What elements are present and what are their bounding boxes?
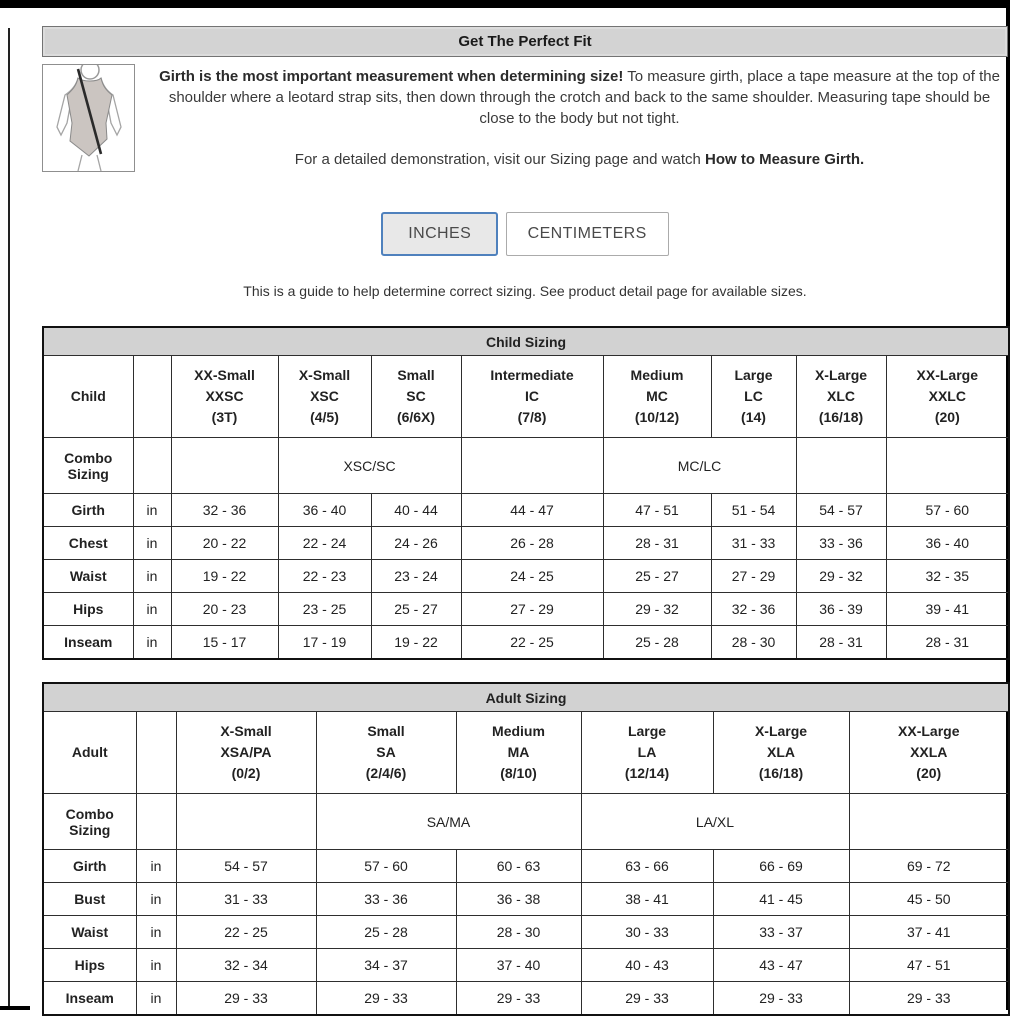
size-range-cell: 28 - 30 [711,626,796,660]
adult-sizing-table [42,682,1010,1016]
unit-column-header [136,712,176,794]
unit-cell: in [136,916,176,949]
table-group-label: Adult [43,712,136,794]
size-range-cell: 51 - 54 [711,494,796,527]
size-range-cell: 27 - 29 [461,593,603,626]
unit-cell [136,794,176,850]
size-range-cell: 22 - 23 [278,560,371,593]
table-section-title: Child Sizing [43,327,1009,356]
measurement-row-label: Chest [43,527,133,560]
size-column-header: X-Small XSC (4/5) [278,356,371,438]
unit-cell: in [133,626,171,660]
size-range-cell: 24 - 26 [371,527,461,560]
size-range-cell: 20 - 22 [171,527,278,560]
size-range-cell: 38 - 41 [581,883,713,916]
combo-size-cell [171,438,278,494]
measurement-row-label: Inseam [43,626,133,660]
combo-size-cell: MC/LC [603,438,796,494]
size-range-cell: 29 - 32 [603,593,711,626]
size-column-header: Large LC (14) [711,356,796,438]
size-range-cell: 40 - 44 [371,494,461,527]
measurement-row-label: Hips [43,593,133,626]
unit-cell: in [133,527,171,560]
screenshot-edge-left [8,28,10,1010]
combo-size-cell: XSC/SC [278,438,461,494]
size-column-header: XX-Large XXLA (20) [849,712,1009,794]
measurement-row-label: Girth [43,494,133,527]
combo-size-cell [886,438,1009,494]
combo-size-cell [461,438,603,494]
size-range-cell: 57 - 60 [316,850,456,883]
size-range-cell: 32 - 36 [711,593,796,626]
girth-instructions [151,64,1008,129]
unit-cell: in [136,949,176,982]
size-column-header: XX-Small XXSC (3T) [171,356,278,438]
size-range-cell: 33 - 36 [796,527,886,560]
size-range-cell: 22 - 25 [461,626,603,660]
size-range-cell: 37 - 41 [849,916,1009,949]
size-range-cell: 31 - 33 [711,527,796,560]
demo-line [151,151,1008,168]
size-range-cell: 23 - 25 [278,593,371,626]
size-range-cell: 39 - 41 [886,593,1009,626]
measurement-row-label: Girth [43,850,136,883]
size-range-cell: 37 - 40 [456,949,581,982]
size-column-header: X-Large XLA (16/18) [713,712,849,794]
size-range-cell: 26 - 28 [461,527,603,560]
intro-section [42,64,1008,172]
size-range-cell: 41 - 45 [713,883,849,916]
size-range-cell: 28 - 31 [796,626,886,660]
size-range-cell: 32 - 36 [171,494,278,527]
size-range-cell: 19 - 22 [371,626,461,660]
measurement-row-label: Hips [43,949,136,982]
combo-size-cell [796,438,886,494]
size-column-header: Small SC (6/6X) [371,356,461,438]
combo-size-cell [176,794,316,850]
size-column-header: Intermediate IC (7/8) [461,356,603,438]
centimeters-button[interactable]: CENTIMETERS [506,212,669,256]
size-range-cell: 23 - 24 [371,560,461,593]
size-range-cell: 22 - 24 [278,527,371,560]
combo-row-label: Combo Sizing [43,438,133,494]
size-range-cell: 36 - 39 [796,593,886,626]
girth-instructions-bold: Girth is the most important measurement when determining size! [159,68,624,85]
size-range-cell: 22 - 25 [176,916,316,949]
combo-row-label: Combo Sizing [43,794,136,850]
size-range-cell: 54 - 57 [796,494,886,527]
page-title: Get The Perfect Fit [42,26,1008,57]
size-range-cell: 32 - 35 [886,560,1009,593]
size-range-cell: 29 - 33 [713,982,849,1016]
size-range-cell: 34 - 37 [316,949,456,982]
size-range-cell: 43 - 47 [713,949,849,982]
measurement-row-label: Bust [43,883,136,916]
size-range-cell: 44 - 47 [461,494,603,527]
table-group-label: Child [43,356,133,438]
unit-column-header [133,356,171,438]
size-range-cell: 54 - 57 [176,850,316,883]
intro-text-column [135,64,1008,172]
size-range-cell: 29 - 33 [581,982,713,1016]
sizing-page [42,26,1008,1016]
measurement-row-label: Waist [43,560,133,593]
size-range-cell: 66 - 69 [713,850,849,883]
unit-cell: in [136,850,176,883]
girth-measurement-diagram [43,65,134,171]
girth-instructions-body: To measure girth, place a tape measure at the top of the shoulder where a leotard strap sits, then down through the crotch and back to the same shoulder. Measuring tape should be close to the body but not tight. [168,68,1000,127]
unit-toggle [42,212,1008,256]
unit-cell: in [136,982,176,1016]
combo-size-cell [849,794,1009,850]
size-range-cell: 33 - 37 [713,916,849,949]
size-column-header: Medium MC (10/12) [603,356,711,438]
demo-line-prefix: For a detailed demonstration, visit our Sizing page and watch [294,151,706,168]
size-column-header: Small SA (2/4/6) [316,712,456,794]
size-range-cell: 29 - 33 [456,982,581,1016]
size-range-cell: 31 - 33 [176,883,316,916]
size-range-cell: 40 - 43 [581,949,713,982]
size-range-cell: 28 - 30 [456,916,581,949]
size-range-cell: 25 - 27 [603,560,711,593]
size-range-cell: 25 - 28 [603,626,711,660]
size-column-header: Large LA (12/14) [581,712,713,794]
size-range-cell: 32 - 34 [176,949,316,982]
size-range-cell: 29 - 33 [176,982,316,1016]
size-range-cell: 47 - 51 [603,494,711,527]
size-range-cell: 28 - 31 [886,626,1009,660]
size-range-cell: 69 - 72 [849,850,1009,883]
girth-diagram-box [42,64,135,172]
size-range-cell: 63 - 66 [581,850,713,883]
size-range-cell: 19 - 22 [171,560,278,593]
size-range-cell: 29 - 33 [849,982,1009,1016]
screenshot-edge-top [0,0,1010,8]
size-column-header: X-Small XSA/PA (0/2) [176,712,316,794]
combo-size-cell: SA/MA [316,794,581,850]
measurement-row-label: Waist [43,916,136,949]
screenshot-edge-bottom [0,1006,30,1010]
size-range-cell: 29 - 33 [316,982,456,1016]
size-range-cell: 45 - 50 [849,883,1009,916]
unit-cell: in [133,593,171,626]
unit-cell: in [136,883,176,916]
size-range-cell: 20 - 23 [171,593,278,626]
size-range-cell: 15 - 17 [171,626,278,660]
size-range-cell: 33 - 36 [316,883,456,916]
size-range-cell: 24 - 25 [461,560,603,593]
unit-cell: in [133,560,171,593]
size-range-cell: 47 - 51 [849,949,1009,982]
unit-cell [133,438,171,494]
size-range-cell: 36 - 40 [886,527,1009,560]
size-column-header: X-Large XLC (16/18) [796,356,886,438]
unit-cell: in [133,494,171,527]
inches-button[interactable]: INCHES [381,212,498,256]
size-range-cell: 25 - 27 [371,593,461,626]
child-sizing-table [42,326,1010,660]
measurement-row-label: Inseam [43,982,136,1016]
table-section-title: Adult Sizing [43,683,1009,712]
combo-size-cell: LA/XL [581,794,849,850]
size-column-header: Medium MA (8/10) [456,712,581,794]
demo-line-bold: How to Measure Girth. [705,151,865,168]
guide-note: This is a guide to help determine correct sizing. See product detail page for available sizes. [243,283,807,299]
size-range-cell: 57 - 60 [886,494,1009,527]
size-range-cell: 36 - 40 [278,494,371,527]
size-range-cell: 25 - 28 [316,916,456,949]
size-range-cell: 28 - 31 [603,527,711,560]
size-range-cell: 27 - 29 [711,560,796,593]
size-range-cell: 36 - 38 [456,883,581,916]
size-column-header: XX-Large XXLC (20) [886,356,1009,438]
size-range-cell: 17 - 19 [278,626,371,660]
size-range-cell: 29 - 32 [796,560,886,593]
size-range-cell: 60 - 63 [456,850,581,883]
size-range-cell: 30 - 33 [581,916,713,949]
